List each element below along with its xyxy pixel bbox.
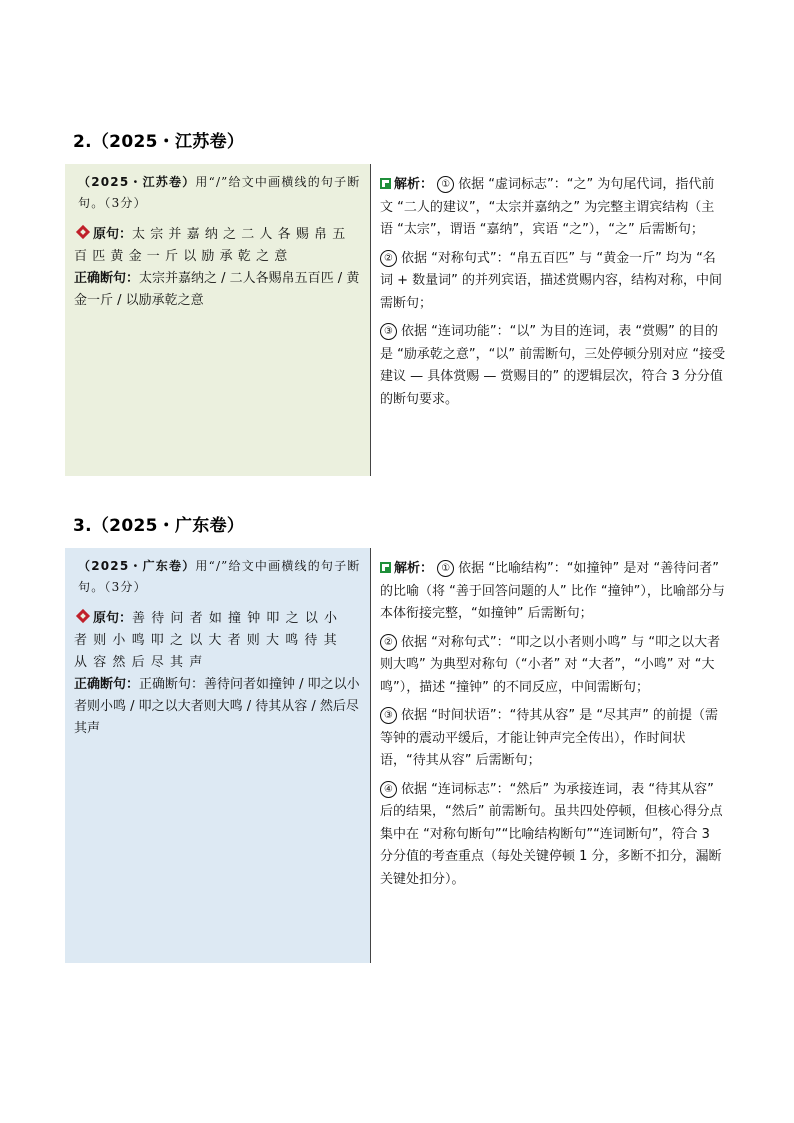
answer-label: 正确断句 [74, 677, 127, 692]
original-sentence: 原句：太宗并嘉纳之二人各赐帛五百匹黄金一斤以励承乾之意 [74, 224, 361, 268]
diamond-bullet-icon [76, 609, 90, 623]
original-text: 太宗并嘉纳之二人各赐帛五百匹黄金一斤以励承乾之意 [74, 227, 351, 264]
circled-number-icon: ③ [380, 323, 397, 340]
circled-number-icon: ④ [380, 781, 397, 798]
correct-answer: 正确断句：太宗并嘉纳之 / 二人各赐帛五百匹 / 黄金一斤 / 以励承乾之意 [74, 271, 360, 308]
answer-text: 正确断句：善待问者如撞钟 / 叩之以小者则小鸣 / 叩之以大者则大鸣 / 待其从容 / 然后尽其声 [74, 677, 360, 736]
analysis-text: 依据 “虚词标志”：“之” 为句尾代词，指代前文 “二人的建议”，“太宗并嘉纳之” 为完整主谓宾结构（主语 “太宗”，谓语 “嘉纳”，宾语 “之”），“之” 后需断句； [380, 177, 715, 237]
original-text: 善待问者如撞钟叩之以小者则小鸣叩之以大者则大鸣待其从容然后尽其声 [74, 611, 344, 670]
analysis-item: 解析： ① 依据 “比喻结构”：“如撞钟” 是对 “善待问者” 的比喻（将 “善于回答问题的人” 比作 “撞钟”），比喻部分与本体衔接完整，“如撞钟” 后需断句； [380, 561, 725, 621]
analysis-panel [371, 164, 726, 476]
analysis-item [380, 632, 726, 700]
checkbox-icon [380, 178, 391, 189]
stem-text: 用“/”给文中画横线的句子断句。（3分） [78, 175, 361, 210]
original-sentence: 原句：善待问者如撞钟叩之以小者则小鸣叩之以大者则大鸣待其从容然后尽其声 [74, 608, 361, 674]
circled-number-icon: ② [380, 634, 397, 651]
question-stem [74, 172, 361, 214]
analysis-panel [371, 548, 726, 963]
analysis-label: 解析 [394, 177, 421, 192]
question-heading: 2.（2025・江苏卷） [73, 132, 245, 152]
question-left-panel [65, 164, 370, 476]
circled-number-icon: ③ [380, 707, 397, 724]
analysis-item [380, 779, 726, 892]
question-box [65, 548, 726, 963]
diamond-bullet-icon [76, 225, 90, 239]
analysis-text: 依据 “对称句式”：“叩之以小者则小鸣” 与 “叩之以大者则大鸣” 为典型对称句（“小者” 对 “大者”，“小鸣” 对 “大鸣”），描述 “撞钟” 的不同反应，中间需断句； [380, 634, 721, 695]
analysis-item [380, 248, 726, 316]
checkbox-icon [380, 562, 391, 573]
analysis-label: 解析 [394, 561, 421, 576]
answer-label: 正确断句 [74, 271, 127, 286]
stem-tag: （2025・江苏卷） [78, 175, 196, 189]
circled-number-icon: ① [437, 176, 454, 193]
question-heading: 3.（2025・广东卷） [73, 516, 245, 536]
stem-tag: （2025・广东卷） [78, 559, 196, 573]
correct-answer: 正确断句：正确断句：善待问者如撞钟 / 叩之以小者则小鸣 / 叩之以大者则大鸣 / 待其从容 / 然后尽其声 [74, 677, 360, 736]
analysis-item [380, 705, 726, 773]
analysis-text: 依据 “连词功能”：“以” 为目的连词，表 “赏赐” 的目的是 “励承乾之意”，“以” 前需断句，三处停顿分别对应 “接受建议 — 具体赏赐 — 赏赐目的” 的逻辑层次，符合 3 分分值的断句要求。 [380, 324, 726, 407]
analysis-text: 依据 “比喻结构”：“如撞钟” 是对 “善待问者” 的比喻（将 “善于回答问题的人” 比作 “撞钟”），比喻部分与本体衔接完整，“如撞钟” 后需断句； [380, 561, 725, 621]
analysis-text: 依据 “连词标志”：“然后” 为承接连词，表 “待其从容” 后的结果，“然后” 前需断句。虽共四处停顿，但核心得分点集中在 “对称句断句”“比喻结构断句”“连词断句”，符合 3 分分值的考查重点（每处关键停顿 1 分，多断不扣分，漏断关键处扣分）。 [380, 781, 723, 887]
question-box [65, 164, 726, 476]
answer-text: 太宗并嘉纳之 / 二人各赐帛五百匹 / 黄金一斤 / 以励承乾之意 [74, 271, 360, 308]
original-label: 原句 [93, 611, 120, 626]
analysis-item: 解析： ① 依据 “虚词标志”：“之” 为句尾代词，指代前文 “二人的建议”，“太宗并嘉纳之” 为完整主谓宾结构（主语 “太宗”，谓语 “嘉纳”，宾语 “之”），“之” 后需断句； [380, 177, 715, 237]
analysis-item [380, 321, 726, 411]
stem-text: 用“/”给文中画横线的句子断句。（3分） [78, 559, 361, 594]
circled-number-icon: ① [437, 560, 454, 577]
question-left-panel [65, 548, 370, 963]
analysis-text: 依据 “时间状语”：“待其从容” 是 “尽其声” 的前提（需等钟的震动平缓后，才能让钟声完全传出），作时间状语，“待其从容” 后需断句； [380, 708, 718, 768]
question-stem [74, 556, 361, 598]
analysis-text: 依据 “对称句式”：“帛五百匹” 与 “黄金一斤” 均为 “名词 + 数量词” 的并列宾语，描述赏赐内容，结构对称，中间需断句； [380, 250, 723, 311]
circled-number-icon: ② [380, 250, 397, 267]
original-label: 原句 [93, 227, 120, 242]
